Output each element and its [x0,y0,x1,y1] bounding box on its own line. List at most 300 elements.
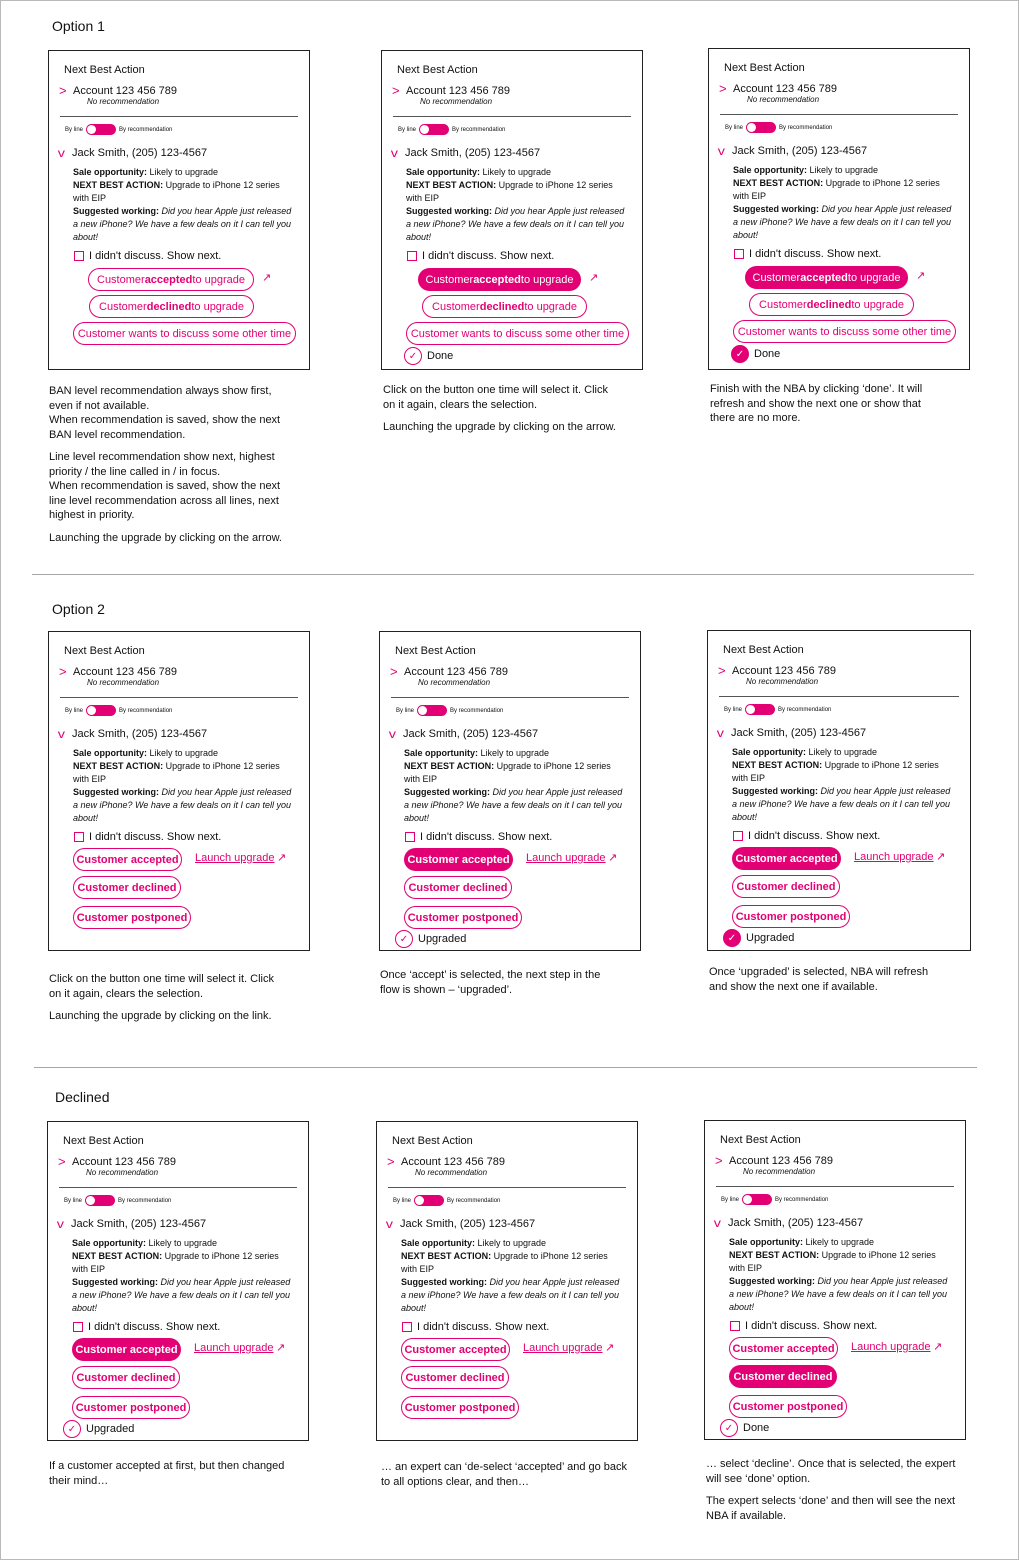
didnt-discuss-checkbox[interactable] [734,249,744,259]
didnt-discuss-row[interactable] [74,831,221,843]
accepted-label: Customer accepted [75,1343,178,1356]
divider [391,697,629,698]
card-title: Next Best Action [63,1135,144,1147]
recommendation-details [401,1237,623,1315]
note-declined-c [706,1457,958,1531]
customer-accepted-button[interactable] [732,847,841,870]
done-row[interactable] [720,1419,769,1437]
sale-label: Sale opportunity: [406,167,480,177]
chevron-down-icon[interactable]: v [713,1216,721,1230]
sale-value: Likely to upgrade [147,167,219,177]
no-recommendation-label: No recommendation [743,1167,816,1176]
line-row[interactable] [392,146,540,160]
accepted-bold: accepted [144,273,193,286]
note-paragraph: … select ‘decline’. Once that is selected, the expert will see ‘done’ option. [706,1458,956,1485]
didnt-discuss-checkbox[interactable] [730,1321,740,1331]
toggle-label-by-line: By line [65,707,84,714]
check-circle-icon[interactable]: ✓ [404,347,422,365]
view-toggle-row [721,1194,828,1205]
toggle-knob [746,705,755,714]
postponed-label: Customer postponed [732,1400,844,1413]
chevron-right-icon[interactable]: > [59,83,67,98]
accepted-pre: Customer [425,273,474,286]
card-title: Next Best Action [724,62,805,74]
card-title: Next Best Action [723,644,804,656]
chevron-down-icon[interactable]: v [716,726,724,740]
launch-arrow-icon[interactable]: ↗ [605,1342,615,1354]
toggle-knob [418,706,427,715]
launch-upgrade-link[interactable]: Launch upgrade [526,852,606,864]
accepted-bold: accepted [800,271,848,284]
customer-declined-button[interactable] [73,876,181,899]
account-number: Account 123 456 789 [732,664,836,677]
declined-label: Customer declined [76,1371,176,1384]
declined-post: to upgrade [524,300,577,313]
note-declined-a [49,1459,299,1496]
customer-accepted-button[interactable] [729,1337,838,1360]
account-row[interactable] [59,664,177,679]
note-paragraph: BAN level recommendation always show first, even if not available. When recommendation is saved, show the next BAN level recommendation. [49,385,281,441]
view-toggle[interactable] [746,122,776,133]
upgraded-label: Upgraded [86,1423,135,1435]
account-number: Account 123 456 789 [729,1154,833,1167]
account-row[interactable] [719,81,837,96]
account-number: Account 123 456 789 [72,1155,176,1168]
nba-value: Upgrade to iPhone 12 series with EIP [406,180,613,203]
customer-postponed-button[interactable] [729,1395,847,1418]
launch-arrow-icon[interactable]: ↗ [933,1341,943,1353]
check-circle-icon[interactable]: ✓ [395,930,413,948]
toggle-label-by-line: By line [398,126,417,133]
toggle-label-by-recommendation: By recommendation [119,126,173,133]
upgraded-row[interactable] [395,930,466,948]
no-recommendation-label: No recommendation [747,95,820,104]
note-paragraph: Launching the upgrade by clicking on the arrow. [49,531,282,544]
postponed-label: Customer postponed [735,910,847,923]
accepted-label: Customer accepted [735,852,838,865]
launch-arrow-icon[interactable]: ↗ [262,272,272,284]
line-row[interactable] [387,1217,535,1231]
upgraded-label: Upgraded [746,932,795,944]
suggested-value: Did you hear Apple just released a new iPhone? We have a few deals on it I can tell you about! [73,206,292,242]
view-toggle[interactable] [419,124,449,135]
accepted-label: Customer accepted [76,853,179,866]
view-toggle-row [65,124,172,135]
chevron-right-icon[interactable]: > [719,81,727,96]
line-contact: Jack Smith, (205) 123-4567 [72,728,208,740]
upgraded-row[interactable] [723,929,794,947]
line-row[interactable] [715,1216,863,1230]
section-title-option2: Option 2 [52,601,105,617]
account-row[interactable] [392,83,510,98]
check-circle-icon[interactable]: ✓ [63,1420,81,1438]
customer-postponed-button[interactable] [732,905,850,928]
section-divider [32,574,974,575]
suggested-label: Suggested working: [732,786,819,796]
didnt-discuss-checkbox[interactable] [74,251,84,261]
declined-upgrade-button[interactable] [422,295,587,318]
toggle-label-by-line: By line [64,1197,83,1204]
line-contact: Jack Smith, (205) 123-4567 [71,1218,207,1230]
nba-value: Upgrade to iPhone 12 series with EIP [401,1251,608,1274]
note-option2-c [709,965,939,1002]
accepted-label: Customer accepted [404,1343,507,1356]
card-title: Next Best Action [397,64,478,76]
view-toggle[interactable] [414,1195,444,1206]
view-toggle-row [724,704,831,715]
launch-upgrade-link[interactable]: Launch upgrade [523,1342,603,1354]
recommendation-details [73,166,295,244]
postponed-label: Customer postponed [75,1401,187,1414]
chevron-right-icon[interactable]: > [715,1153,723,1168]
card-title: Next Best Action [395,645,476,657]
nba-label: NEXT BEST ACTION: [732,760,823,770]
discuss-later-button[interactable]: Customer wants to discuss some other time [733,320,956,343]
note-paragraph: Once ‘upgraded’ is selected, NBA will refresh and show the next one if available. [709,966,929,993]
suggested-value: Did you hear Apple just released a new iPhone? We have a few deals on it I can tell you about! [72,1277,291,1313]
note-paragraph: Click on the button one time will select it. Click on it again, clears the selection. [49,973,274,1000]
toggle-knob [87,125,96,134]
nba-label: NEXT BEST ACTION: [406,180,497,190]
discuss-later-button[interactable]: Customer wants to discuss some other time [406,322,629,345]
accepted-pre: Customer [752,271,801,284]
nba-card [707,630,971,951]
suggested-label: Suggested working: [404,787,491,797]
nba-card [376,1121,638,1441]
declined-label: Customer declined [77,881,177,894]
customer-postponed-button[interactable] [73,906,191,929]
launch-upgrade-link[interactable]: Launch upgrade [851,1341,931,1353]
note-option2-b [380,968,620,1005]
sale-value: Likely to upgrade [147,748,219,758]
accepted-upgrade-button[interactable] [745,266,908,289]
toggle-label-by-recommendation: By recommendation [778,706,832,713]
no-recommendation-label: No recommendation [415,1168,488,1177]
launch-arrow-icon[interactable]: ↗ [589,272,599,284]
line-contact: Jack Smith, (205) 123-4567 [405,147,541,159]
customer-declined-button[interactable] [729,1365,837,1388]
line-row[interactable] [718,726,866,740]
divider [60,116,298,117]
account-number: Account 123 456 789 [73,665,177,678]
done-label: Done [754,348,781,360]
toggle-label-by-recommendation: By recommendation [447,1197,501,1204]
customer-accepted-button[interactable] [72,1338,181,1361]
nba-value: Upgrade to iPhone 12 series with EIP [72,1251,279,1274]
chevron-down-icon[interactable]: v [57,146,65,160]
account-row[interactable] [59,83,177,98]
launch-arrow-icon[interactable]: ↗ [936,851,946,863]
suggested-value: Did you hear Apple just released a new iPhone? We have a few deals on it I can tell you about! [729,1276,948,1312]
customer-postponed-button[interactable] [404,906,522,929]
note-option1-c [710,382,940,434]
customer-declined-button[interactable] [404,876,512,899]
recommendation-details [729,1236,951,1314]
account-number: Account 123 456 789 [404,665,508,678]
suggested-label: Suggested working: [73,206,160,216]
card-title: Next Best Action [720,1134,801,1146]
launch-arrow-icon[interactable]: ↗ [277,852,287,864]
note-paragraph: Click on the button one time will select it. Click on it again, clears the selection. [383,384,608,411]
account-row[interactable] [387,1154,505,1169]
line-contact: Jack Smith, (205) 123-4567 [403,728,539,740]
sale-value: Likely to upgrade [478,748,550,758]
didnt-discuss-label: I didn't discuss. Show next. [420,831,553,843]
account-number: Account 123 456 789 [406,84,510,97]
card-title: Next Best Action [64,645,145,657]
sale-value: Likely to upgrade [480,167,552,177]
check-circle-icon[interactable]: ✓ [723,929,741,947]
note-option2-a [49,972,287,1032]
divider [720,114,958,115]
didnt-discuss-row[interactable] [730,1320,877,1332]
toggle-label-by-recommendation: By recommendation [779,124,833,131]
note-paragraph: Launching the upgrade by clicking on the link. [49,1010,272,1022]
account-number: Account 123 456 789 [733,82,837,95]
launch-upgrade-link[interactable]: Launch upgrade [194,1342,274,1354]
declined-label: Customer declined [733,1370,833,1383]
card-title: Next Best Action [392,1135,473,1147]
accepted-upgrade-button[interactable] [418,268,581,291]
postponed-label: Customer postponed [76,911,188,924]
sale-label: Sale opportunity: [732,747,806,757]
declined-bold: declined [479,300,525,313]
customer-accepted-button[interactable] [404,848,513,871]
suggested-value: Did you hear Apple just released a new iPhone? We have a few deals on it I can tell you about! [733,204,952,240]
line-contact: Jack Smith, (205) 123-4567 [72,147,208,159]
suggested-label: Suggested working: [401,1277,488,1287]
didnt-discuss-label: I didn't discuss. Show next. [422,250,555,262]
declined-pre: Customer [759,298,807,311]
launch-arrow-icon[interactable]: ↗ [276,1342,286,1354]
declined-pre: Customer [99,300,147,313]
done-label: Done [743,1422,770,1434]
divider [393,116,631,117]
declined-pre: Customer [432,300,480,313]
toggle-label-by-line: By line [393,1197,412,1204]
nba-value: Upgrade to iPhone 12 series with EIP [729,1250,936,1273]
launch-upgrade-link[interactable]: Launch upgrade [195,852,275,864]
toggle-knob [86,1196,95,1205]
chevron-right-icon[interactable]: > [59,664,67,679]
didnt-discuss-row[interactable] [734,248,881,260]
recommendation-details [732,746,954,824]
note-paragraph: Once ‘accept’ is selected, the next step in the flow is shown – ‘upgraded’. [380,969,601,996]
nba-card [708,48,970,370]
view-toggle[interactable] [742,1194,772,1205]
nba-card [381,50,643,370]
accepted-label: Customer accepted [407,853,510,866]
line-contact: Jack Smith, (205) 123-4567 [400,1218,536,1230]
didnt-discuss-checkbox[interactable] [74,832,84,842]
customer-declined-button[interactable] [401,1366,509,1389]
account-row[interactable] [715,1153,833,1168]
sale-value: Likely to upgrade [806,747,878,757]
view-toggle[interactable] [86,705,116,716]
line-row[interactable] [58,1217,206,1231]
section-title-option1: Option 1 [52,18,105,34]
launch-upgrade-link[interactable]: Launch upgrade [854,851,934,863]
nba-label: NEXT BEST ACTION: [729,1250,820,1260]
no-recommendation-label: No recommendation [420,97,493,106]
note-paragraph: Launching the upgrade by clicking on the arrow. [383,421,616,433]
declined-upgrade-button[interactable] [89,295,254,318]
line-row[interactable] [719,144,867,158]
didnt-discuss-row[interactable] [74,250,221,262]
line-row[interactable] [390,727,538,741]
section-divider [34,1067,977,1068]
didnt-discuss-checkbox[interactable] [733,831,743,841]
declined-bold: declined [146,300,192,313]
customer-declined-button[interactable] [72,1366,180,1389]
note-paragraph: If a customer accepted at first, but then changed their mind… [49,1460,285,1487]
chevron-right-icon[interactable]: > [392,83,400,98]
check-circle-icon[interactable]: ✓ [731,345,749,363]
accepted-upgrade-button[interactable] [88,268,254,291]
chevron-down-icon[interactable]: v [56,1217,64,1231]
divider [719,696,959,697]
declined-post: to upgrade [851,298,904,311]
note-paragraph: Line level recommendation show next, highest priority / the line called in / in focus. When recommendation is saved, show the next line level recommendation across all lines, next highest in priority. [49,451,281,521]
didnt-discuss-row[interactable] [73,1321,220,1333]
declined-upgrade-button[interactable] [749,293,914,316]
nba-label: NEXT BEST ACTION: [73,761,164,771]
didnt-discuss-row[interactable] [405,831,552,843]
no-recommendation-label: No recommendation [87,97,160,106]
recommendation-details [404,747,626,825]
suggested-label: Suggested working: [733,204,820,214]
no-recommendation-label: No recommendation [418,678,491,687]
sale-label: Sale opportunity: [729,1237,803,1247]
upgraded-label: Upgraded [418,933,467,945]
chevron-down-icon[interactable]: v [385,1217,393,1231]
didnt-discuss-checkbox[interactable] [73,1322,83,1332]
chevron-down-icon[interactable]: v [388,727,396,741]
sale-value: Likely to upgrade [803,1237,875,1247]
customer-postponed-button[interactable] [72,1396,190,1419]
toggle-label-by-line: By line [724,706,743,713]
customer-accepted-button[interactable] [401,1338,510,1361]
recommendation-details [72,1237,294,1315]
view-toggle-row [396,705,503,716]
suggested-value: Did you hear Apple just released a new iPhone? We have a few deals on it I can tell you about! [73,787,292,823]
didnt-discuss-checkbox[interactable] [407,251,417,261]
chevron-down-icon[interactable]: v [57,727,65,741]
view-toggle[interactable] [85,1195,115,1206]
note-paragraph: Finish with the NBA by clicking ‘done’. It will refresh and show the next one or show that there are no more. [710,383,923,424]
didnt-discuss-label: I didn't discuss. Show next. [88,1321,221,1333]
note-paragraph: … an expert can ‘de-select ‘accepted’ and go back to all options clear, and then… [381,1461,628,1488]
sale-value: Likely to upgrade [146,1238,218,1248]
account-number: Account 123 456 789 [401,1155,505,1168]
launch-arrow-icon[interactable]: ↗ [608,852,618,864]
suggested-label: Suggested working: [406,206,493,216]
declined-bold: declined [806,298,852,311]
view-toggle[interactable] [86,124,116,135]
chevron-right-icon[interactable]: > [390,664,398,679]
chevron-right-icon[interactable]: > [387,1154,395,1169]
customer-declined-button[interactable] [732,875,840,898]
chevron-right-icon[interactable]: > [718,663,726,678]
toggle-label-by-line: By line [396,707,415,714]
nba-card [48,631,310,951]
account-row[interactable] [390,664,508,679]
nba-card [47,1121,309,1441]
view-toggle[interactable] [417,705,447,716]
nba-label: NEXT BEST ACTION: [73,180,164,190]
check-circle-icon[interactable]: ✓ [720,1419,738,1437]
done-row[interactable] [404,347,453,365]
suggested-label: Suggested working: [72,1277,159,1287]
chevron-right-icon[interactable]: > [58,1154,66,1169]
view-toggle[interactable] [745,704,775,715]
didnt-discuss-checkbox[interactable] [405,832,415,842]
postponed-label: Customer postponed [404,1401,516,1414]
didnt-discuss-label: I didn't discuss. Show next. [748,830,881,842]
line-row[interactable] [59,727,207,741]
didnt-discuss-label: I didn't discuss. Show next. [745,1320,878,1332]
toggle-knob [743,1195,752,1204]
no-recommendation-label: No recommendation [87,678,160,687]
customer-accepted-button[interactable] [73,848,182,871]
launch-arrow-icon[interactable]: ↗ [916,270,926,282]
sale-value: Likely to upgrade [807,165,879,175]
account-row[interactable] [58,1154,176,1169]
nba-label: NEXT BEST ACTION: [404,761,495,771]
nba-value: Upgrade to iPhone 12 series with EIP [733,178,940,201]
line-row[interactable] [59,146,207,160]
toggle-label-by-recommendation: By recommendation [118,1197,172,1204]
didnt-discuss-label: I didn't discuss. Show next. [89,831,222,843]
didnt-discuss-label: I didn't discuss. Show next. [749,248,882,260]
declined-post: to upgrade [191,300,244,313]
toggle-label-by-line: By line [721,1196,740,1203]
didnt-discuss-row[interactable] [407,250,554,262]
view-toggle-row [64,1195,171,1206]
account-row[interactable] [718,663,836,678]
accepted-label: Customer accepted [732,1342,835,1355]
didnt-discuss-row[interactable] [733,830,880,842]
chevron-down-icon[interactable]: v [717,144,725,158]
declined-label: Customer declined [408,881,508,894]
card-title: Next Best Action [64,64,145,76]
toggle-label-by-recommendation: By recommendation [119,707,173,714]
didnt-discuss-row[interactable] [402,1321,549,1333]
suggested-label: Suggested working: [729,1276,816,1286]
accepted-post: to upgrade [192,273,245,286]
toggle-knob [747,123,756,132]
upgraded-row[interactable] [63,1420,134,1438]
view-toggle-row [398,124,505,135]
recommendation-details [733,164,955,242]
didnt-discuss-checkbox[interactable] [402,1322,412,1332]
accepted-bold: accepted [473,273,521,286]
view-toggle-row [393,1195,500,1206]
toggle-knob [87,706,96,715]
discuss-later-button[interactable]: Customer wants to discuss some other time [73,322,296,345]
chevron-down-icon[interactable]: v [390,146,398,160]
toggle-label-by-recommendation: By recommendation [775,1196,829,1203]
didnt-discuss-label: I didn't discuss. Show next. [417,1321,550,1333]
nba-value: Upgrade to iPhone 12 series with EIP [73,761,280,784]
done-row[interactable] [731,345,780,363]
toggle-label-by-line: By line [65,126,84,133]
toggle-knob [420,125,429,134]
nba-value: Upgrade to iPhone 12 series with EIP [73,180,280,203]
accepted-pre: Customer [97,273,145,286]
declined-label: Customer declined [736,880,836,893]
customer-postponed-button[interactable] [401,1396,519,1419]
